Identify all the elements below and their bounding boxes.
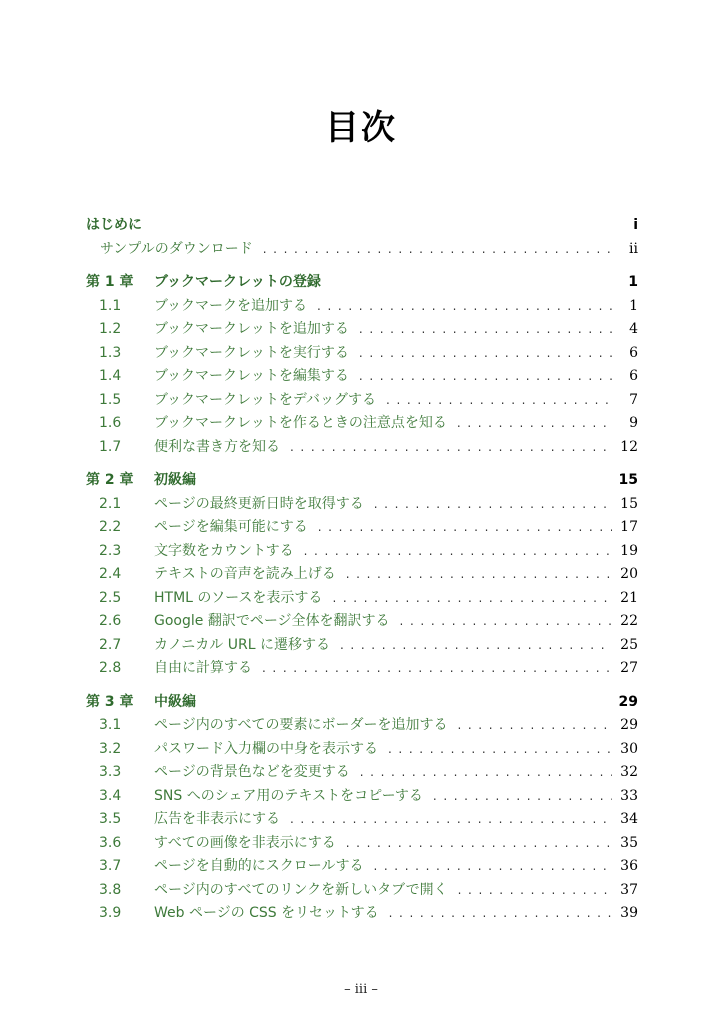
toc-chapter-entry[interactable]: [86, 271, 638, 295]
toc-entry-label[interactable]: カノニカル URL に遷移する: [154, 636, 330, 653]
toc-leader-dots: [346, 563, 612, 587]
toc-section-entry[interactable]: [86, 587, 638, 611]
toc-entry-number: 2.1: [99, 495, 122, 512]
toc-entry-label[interactable]: ブックマークレットを編集する: [154, 368, 349, 384]
toc-entry-page: 35: [620, 834, 638, 851]
toc-leader-dots: [359, 318, 614, 342]
toc-entry-label[interactable]: 広告を非表示にする: [154, 811, 280, 827]
toc-entry-number: 2.2: [99, 519, 122, 535]
toc-leader-dots: [317, 295, 614, 319]
toc-entry-page: 6: [629, 344, 638, 361]
toc-entry-page: 15: [620, 495, 638, 512]
toc-section-entry[interactable]: [86, 238, 638, 262]
toc-entry-label[interactable]: ページの背景色などを変更する: [154, 764, 350, 780]
toc-entry-page: 22: [620, 613, 638, 629]
toc-entry-page: 12: [620, 438, 638, 455]
toc-entry-number: 3.1: [99, 717, 122, 733]
toc-entry-label[interactable]: ページ内のすべての要素にボーダーを追加する: [154, 717, 448, 733]
toc-entry-number: 3.8: [99, 881, 122, 898]
toc-entry-page: 15: [618, 472, 638, 488]
toc-section-entry[interactable]: [86, 540, 638, 564]
toc-entry-label[interactable]: ページの最終更新日時を取得する: [154, 495, 364, 512]
toc-entry-number: 2.6: [99, 613, 122, 629]
toc-entry-number: 3.7: [99, 858, 122, 874]
toc-entry-page: 29: [620, 717, 638, 733]
toc-entry-label[interactable]: 便利な書き方を知る: [154, 438, 280, 455]
toc-entry-label[interactable]: すべての画像を非表示にする: [154, 834, 336, 851]
toc-section-entry[interactable]: [86, 295, 638, 319]
toc-entry-label[interactable]: 文字数をカウントする: [154, 542, 294, 559]
toc-entry-number: 3.3: [99, 764, 122, 780]
toc-entry-page: 1: [629, 297, 638, 314]
toc-entry-label[interactable]: 中級編: [154, 693, 196, 710]
toc-section-entry[interactable]: [86, 493, 638, 517]
toc-section-entry[interactable]: [86, 389, 638, 413]
toc-entry-page: 30: [620, 740, 638, 757]
toc-leader-dots: [262, 657, 612, 681]
toc-leader-dots: [386, 389, 614, 413]
toc-entry-number: 1.4: [99, 368, 122, 384]
toc-entry-number: 2.7: [99, 636, 122, 653]
toc-entry-label[interactable]: ページ内のすべてのリンクを新しいタブで開く: [154, 881, 448, 898]
toc-entry-page: 6: [629, 368, 638, 384]
toc-section-entry[interactable]: [86, 785, 638, 809]
toc-entry-page: 29: [618, 693, 638, 710]
toc-entry-number: 1.5: [99, 391, 122, 408]
toc-leader-dots: [374, 493, 612, 517]
toc-leader-dots: [340, 634, 612, 658]
toc-leader-dots: [388, 738, 612, 762]
toc-section-entry[interactable]: [86, 563, 638, 587]
toc-chapter-entry[interactable]: [86, 214, 638, 238]
toc-section-entry[interactable]: [86, 855, 638, 879]
toc-entry-number: 3.6: [99, 834, 122, 851]
toc-entry-label[interactable]: ブックマークレットの登録: [154, 274, 321, 290]
toc-entry-page: 37: [620, 881, 638, 898]
toc-entry-number: 2.4: [99, 566, 122, 582]
toc-entry-page: 27: [620, 660, 638, 676]
toc-section-entry[interactable]: [86, 412, 638, 436]
toc-entry-label[interactable]: Web ページの CSS をリセットする: [154, 905, 379, 921]
toc-leader-dots: [400, 610, 613, 634]
toc-chapter-entry[interactable]: [86, 691, 638, 715]
toc-section-entry[interactable]: [86, 318, 638, 342]
toc-section-entry[interactable]: [86, 657, 638, 681]
toc-entry-page: 19: [620, 542, 638, 559]
toc-entry-number: 3.2: [99, 740, 122, 757]
toc-section-entry[interactable]: [86, 342, 638, 366]
toc-entry-number: 2.5: [99, 589, 122, 606]
toc-entry-label[interactable]: サンプルのダウンロード: [100, 240, 253, 257]
toc-chapter-entry[interactable]: [86, 469, 638, 493]
toc-entry-page: ii: [629, 240, 638, 257]
toc-entry-label[interactable]: パスワード入力欄の中身を表示する: [154, 740, 378, 757]
page-title: 目次: [325, 108, 397, 148]
toc-leader-dots: [263, 238, 614, 262]
toc-entry-number: 3.9: [99, 905, 122, 921]
toc-leader-dots: [373, 855, 612, 879]
toc-entry-number: 第 1 章: [86, 274, 134, 290]
toc-leader-dots: [359, 365, 614, 389]
toc-section-entry[interactable]: [86, 761, 638, 785]
toc-section-entry[interactable]: [86, 516, 638, 540]
toc-entry-page: 4: [629, 321, 638, 337]
toc-section-entry[interactable]: [86, 879, 638, 903]
toc-entry-page: 25: [620, 636, 638, 653]
toc-entry-number: 第 2 章: [86, 472, 134, 488]
toc-entry-label[interactable]: ブックマークを追加する: [154, 297, 308, 314]
toc-entry-page: 7: [629, 391, 638, 408]
toc-entry-page: 33: [620, 787, 638, 804]
toc-leader-dots: [457, 714, 612, 738]
toc-section-entry[interactable]: [86, 808, 638, 832]
toc-leader-dots: [433, 785, 612, 809]
toc-entry-number: 1.1: [99, 297, 122, 314]
toc-leader-dots: [290, 808, 612, 832]
toc-leader-dots: [290, 436, 612, 460]
toc-entry-label[interactable]: ページを自動的にスクロールする: [154, 858, 364, 874]
toc-entry-page: 21: [620, 589, 638, 606]
toc-entry-page: 9: [629, 415, 638, 431]
toc-section-entry[interactable]: [86, 832, 638, 856]
toc-entry-label[interactable]: ブックマークレットを追加する: [154, 321, 349, 337]
toc-entry-page: 1: [628, 274, 638, 290]
toc-entry-number: 1.7: [99, 438, 122, 455]
toc-entry-page: 17: [620, 519, 638, 535]
toc-leader-dots: [457, 412, 614, 436]
toc-entry-page: 20: [620, 566, 638, 582]
toc-section-entry[interactable]: [86, 610, 638, 634]
toc-entry-label[interactable]: HTML のソースを表示する: [154, 589, 323, 606]
toc-section-entry[interactable]: [86, 436, 638, 460]
toc-entry-page: 34: [620, 811, 638, 827]
page-number-footer: – iii –: [344, 982, 378, 997]
toc-leader-dots: [458, 879, 613, 903]
toc-section-entry[interactable]: [86, 634, 638, 658]
toc-section-entry[interactable]: [86, 738, 638, 762]
toc-leader-dots: [332, 587, 612, 611]
toc-entry-number: 第 3 章: [86, 693, 134, 710]
toc-entry-label[interactable]: 初級編: [154, 472, 196, 488]
toc-entry-number: 3.5: [99, 811, 122, 827]
toc-section-entry[interactable]: [86, 365, 638, 389]
toc-entry-label[interactable]: 自由に計算する: [154, 660, 252, 676]
toc-entry-label[interactable]: ブックマークレットを実行する: [154, 344, 349, 361]
toc-entry-label[interactable]: ブックマークレットを作るときの注意点を知る: [154, 415, 447, 431]
toc-leader-dots: [318, 516, 612, 540]
toc-leader-dots: [359, 342, 614, 366]
toc-entry-label[interactable]: SNS へのシェア用のテキストをコピーする: [154, 787, 423, 804]
toc-entry-label[interactable]: ページを編集可能にする: [154, 519, 308, 535]
toc-leader-dots: [346, 832, 612, 856]
toc-entry-number: 1.6: [99, 415, 122, 431]
toc-entry-label[interactable]: はじめに: [86, 217, 142, 233]
toc-entry-label[interactable]: Google 翻訳でページ全体を翻訳する: [154, 613, 390, 629]
toc-entry-page: 32: [620, 764, 638, 780]
table-of-contents: [86, 214, 638, 926]
toc-entry-number: 2.3: [99, 542, 122, 559]
toc-section-entry[interactable]: [86, 902, 638, 926]
toc-leader-dots: [360, 761, 612, 785]
toc-entry-page: 36: [620, 858, 638, 874]
toc-leader-dots: [304, 540, 613, 564]
toc-entry-number: 1.2: [99, 321, 122, 337]
toc-entry-number: 3.4: [99, 787, 122, 804]
toc-entry-number: 1.3: [99, 344, 122, 361]
toc-entry-page: 39: [620, 905, 638, 921]
toc-entry-label[interactable]: テキストの音声を読み上げる: [154, 566, 336, 582]
toc-entry-label[interactable]: ブックマークレットをデバッグする: [154, 391, 377, 408]
toc-leader-dots: [389, 902, 613, 926]
toc-entry-number: 2.8: [99, 660, 122, 676]
toc-section-entry[interactable]: [86, 714, 638, 738]
toc-entry-page: i: [633, 217, 638, 233]
